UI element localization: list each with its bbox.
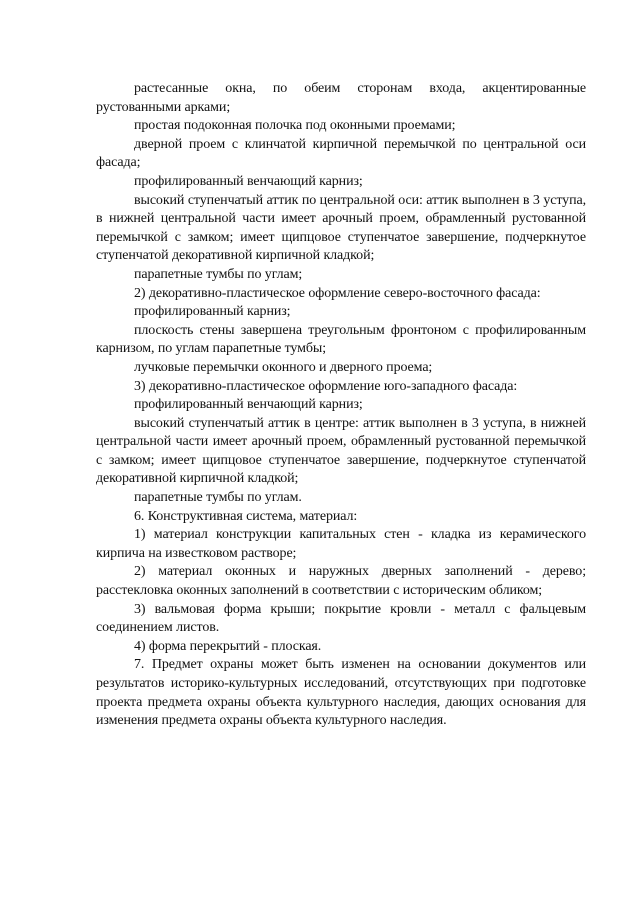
section-heading: 6. Конструктивная система, материал: — [134, 508, 358, 524]
paragraph: 2) декоративно-пластическое оформление северо-восточного фасада: — [134, 285, 541, 301]
paragraph: профилированный карниз; — [134, 304, 291, 320]
paragraph: 2) материал оконных и наружных дверных заполнений - дерево; расстекловка оконных заполнений в соответствии с историческим обликом; — [96, 564, 586, 599]
paragraph: 3) декоративно-пластическое оформление юго-западного фасада: — [134, 378, 518, 394]
paragraph: 7. Предмет охраны может быть изменен на основании документов или результатов историко-культурных исследований, отсутствующих при подготовке проекта предмета охраны объекта культурного наследия, дающих основания для изменения предмета охраны объекта культурного наследия. — [96, 657, 586, 729]
paragraph: парапетные тумбы по углам. — [134, 490, 302, 506]
paragraph: дверной проем с клинчатой кирпичной перемычкой по центральной оси фасада; — [96, 136, 586, 171]
paragraph: профилированный венчающий карниз; — [134, 397, 363, 413]
paragraph: плоскость стены завершена треугольным фронтоном с профилированным карнизом, по углам парапетные тумбы; — [96, 322, 586, 357]
paragraph: 1) материал конструкции капитальных стен - кладка из керамического кирпича на известковом растворе; — [96, 527, 586, 561]
paragraph: парапетные тумбы по углам; — [134, 266, 303, 282]
paragraph: высокий ступенчатый аттик по центральной оси: аттик выполнен в 3 уступа, в нижней центральной части имеет арочный проем, обрамленный рустованной перемычкой с замком; имеет щипцовое ступенчатое завершение, подчеркнутое ступенчатой декоративной кирпичной кладкой; — [96, 192, 586, 264]
document-body — [96, 80, 586, 731]
paragraph: высокий ступенчатый аттик в центре: аттик выполнен в 3 уступа, в нижней центральной части имеет арочный проем, обрамленный рустованной перемычкой с замком; имеет щипцовое ступенчатое завершение, подчеркнутое ступенчатой декоративной кирпичной кладкой; — [96, 415, 586, 487]
paragraph: растесанные окна, по обеим сторонам входа, акцентированные рустованными арками; — [96, 81, 586, 115]
paragraph: 4) форма перекрытий - плоская. — [134, 638, 322, 654]
paragraph: 3) вальмовая форма крыши; покрытие кровли - металл с фальцевым соединением листов. — [96, 601, 586, 636]
paragraph: профилированный венчающий карниз; — [134, 173, 363, 189]
paragraph: простая подоконная полочка под оконными проемами; — [134, 118, 456, 134]
paragraph: лучковые перемычки оконного и дверного проема; — [134, 359, 433, 375]
